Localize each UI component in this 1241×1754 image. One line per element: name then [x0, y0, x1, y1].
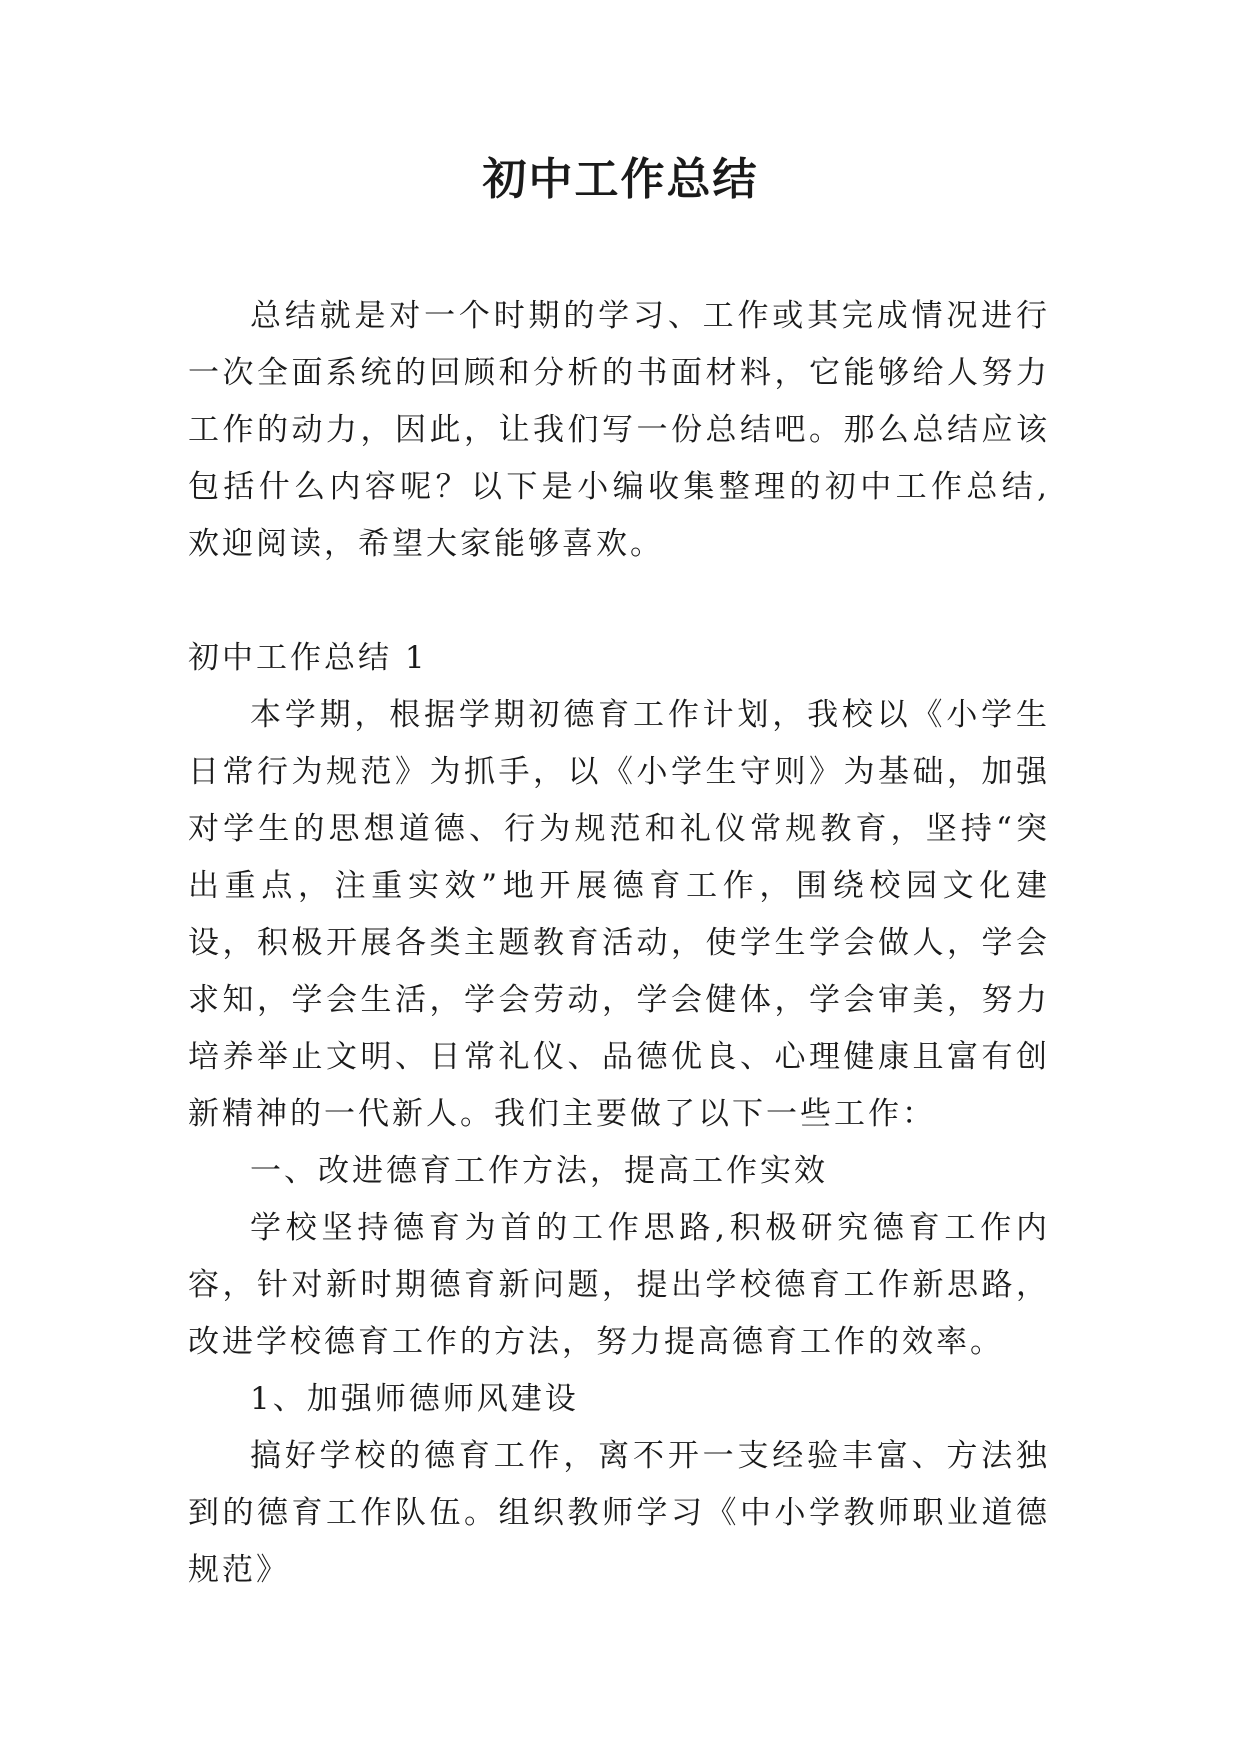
document-title: 初中工作总结	[482, 154, 759, 205]
intro-paragraph: 总结就是对一个时期的学习、工作或其完成情况进行一次全面系统的回顾和分析的书面材料，它能够给人努力工作的动力，因此，让我们写一份总结吧。那么总结应该包括什么内容呢？以下是小编收集整理的初中工作总结,欢迎阅读，希望大家能够喜欢。	[188, 298, 1050, 562]
document-body	[188, 288, 1050, 1599]
subheading-1: 一、改进德育工作方法，提高工作实效	[250, 1153, 828, 1189]
paragraph-spacer	[188, 573, 1050, 630]
body-paragraph: 学校坚持德育为首的工作思路,积极研究德育工作内容，针对新时期德育新问题，提出学校德育工作新思路，改进学校德育工作的方法，努力提高德育工作的效率。	[188, 1210, 1050, 1360]
body-paragraph: 搞好学校的德育工作，离不开一支经验丰富、方法独到的德育工作队伍。组织教师学习《中小学教师职业道德规范》	[188, 1438, 1050, 1588]
subheading-2: 1、加强师德师风建设	[250, 1381, 579, 1417]
body-paragraph: 本学期，根据学期初德育工作计划，我校以《小学生日常行为规范》为抓手，以《小学生守则》为基础，加强对学生的思想道德、行为规范和礼仪常规教育，坚持“突出重点，注重实效”地开展德育工作，围绕校园文化建设，积极开展各类主题教育活动，使学生学会做人，学会求知，学会生活，学会劳动，学会健体，学会审美，努力培养举止文明、日常礼仪、品德优良、心理健康且富有创新精神的一代新人。我们主要做了以下一些工作：	[188, 697, 1050, 1132]
section-heading: 初中工作总结 1	[188, 640, 428, 676]
